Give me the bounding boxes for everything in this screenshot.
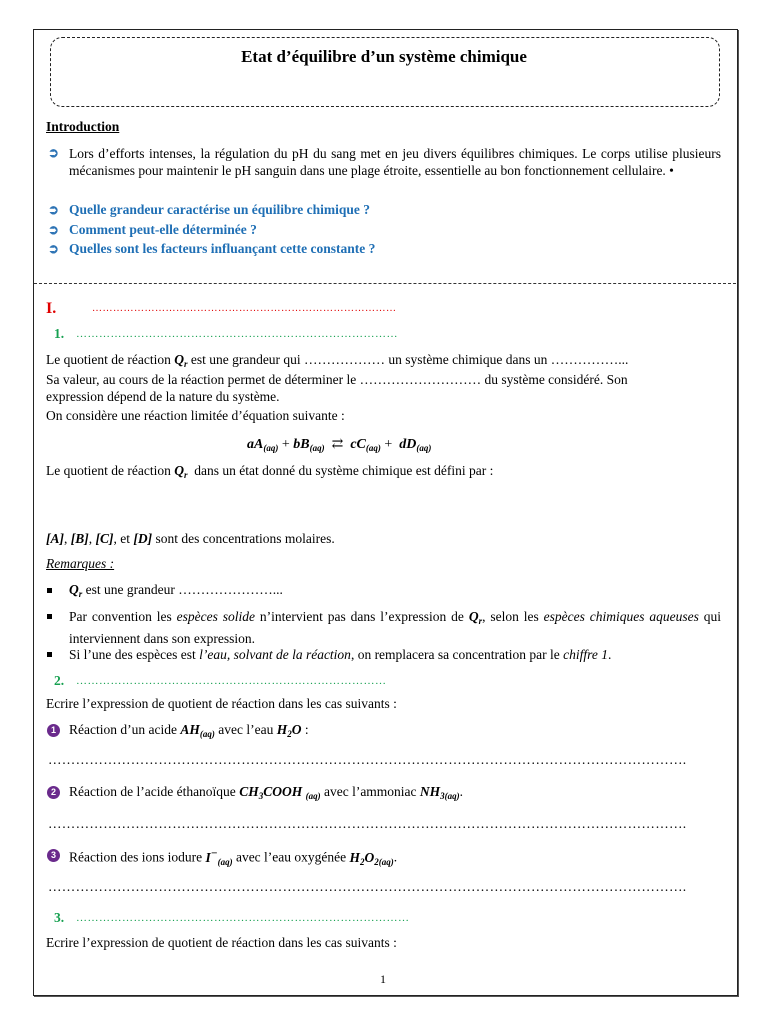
text-line: Sa valeur, au cours de la réaction permet de déterminer le ……………………… du système considéré. Son [46,372,628,387]
subsection-3-blank: …………………………………………………………………………… [76,912,410,924]
square-bullet-icon [47,588,52,593]
text-line: Le quotient de réaction $Q_r$ dans un état donné du système chimique est défini par : [46,463,494,480]
arrow-bullet-icon: ➲ [48,222,59,237]
intro-paragraph: Lors d’efforts intenses, la régulation du pH du sang met en jeu divers équilibres chimiques. Le corps utilise plusieurs mécanismes pour maintenir le pH sanguin dans une plage étroite, essentielle au bon fonctionnement cellulaire. • [69,146,721,178]
number-2-icon: 2 [47,786,60,799]
text-line: [A], [B], [C], et [D] sont des concentrations molaires. [46,531,335,546]
intro-question-1: Quelle grandeur caractérise un équilibre chimique ? [69,202,370,217]
text-line: expression dépend de la nature du système. [46,389,280,404]
reaction-equation: $aA_{(aq)} + bB_{(aq)}$ ⇄ $cC_{(aq)} + dD_{(aq)}$ [247,437,432,453]
answer-line[interactable]: …………………………………………………………………………………………………………………………. [48,816,687,831]
case-2: Réaction de l’acide éthanoïque $CH_3COOH$ $_{(aq)}$ avec l’ammoniac $NH_{3(aq)}$. [69,784,464,801]
section-roman-numeral: I. [46,300,57,317]
arrow-bullet-icon: ➲ [48,202,59,217]
square-bullet-icon [47,614,52,619]
subsection-2-blank: ……………………………………………………………………… [76,675,387,687]
remark-3: Si l’une des espèces est l’eau, solvant de la réaction, on remplacera sa concentration par le chiffre 1. [69,647,612,662]
page-number: 1 [380,972,386,986]
subsection-1-blank: ………………………………………………………………………… [76,328,398,340]
case-1: Réaction d’un acide $AH_{(aq)}$ avec l’eau $H_2O$ : [69,722,309,739]
instruction-line: Ecrire l’expression de quotient de réaction dans les cas suivants : [46,935,397,950]
arrow-bullet-icon: ➲ [48,241,59,256]
answer-line[interactable]: …………………………………………………………………………………………………………………………. [48,879,687,894]
subsection-3-number: 3. [54,910,65,925]
remarks-heading: Remarques : [46,556,115,571]
square-bullet-icon [47,652,52,657]
intro-question-2: Comment peut-elle déterminée ? [69,222,257,237]
number-1-icon: 1 [47,724,60,737]
subsection-1-number: 1. [54,326,65,341]
case-3: Réaction des ions iodure $I^-_{(aq)}$ avec l’eau oxygénée $H_2O_{2(aq)}$. [69,847,398,867]
page-title: Etat d’équilibre d’un système chimique [241,47,527,66]
number-3-icon: 3 [47,849,60,862]
arrow-bullet-icon: ➲ [48,145,59,160]
intro-question-3: Quelles sont les facteurs influançant cette constante ? [69,241,376,256]
answer-line[interactable]: …………………………………………………………………………………………………………………………. [48,752,687,767]
section-divider [34,283,736,284]
section-title-blank: …………………………………………………………………………… [92,303,397,314]
remark-2: Par convention les espèces solide n’intervient pas dans l’expression de $Q_r$, selon les espèces chimiques aqueuses qui interviennent dans son expression. [69,609,722,646]
intro-heading: Introduction [46,119,120,134]
text-line: On considère une réaction limitée d’équation suivante : [46,408,345,423]
instruction-line: Ecrire l’expression de quotient de réaction dans les cas suivants : [46,696,397,711]
remark-1: $Q_r$ est une grandeur …………………... [69,582,283,599]
subsection-2-number: 2. [54,673,65,688]
text-line: Le quotient de réaction $Q_r$ est une grandeur qui ……………… un système chimique dans un ……………... [46,352,629,369]
